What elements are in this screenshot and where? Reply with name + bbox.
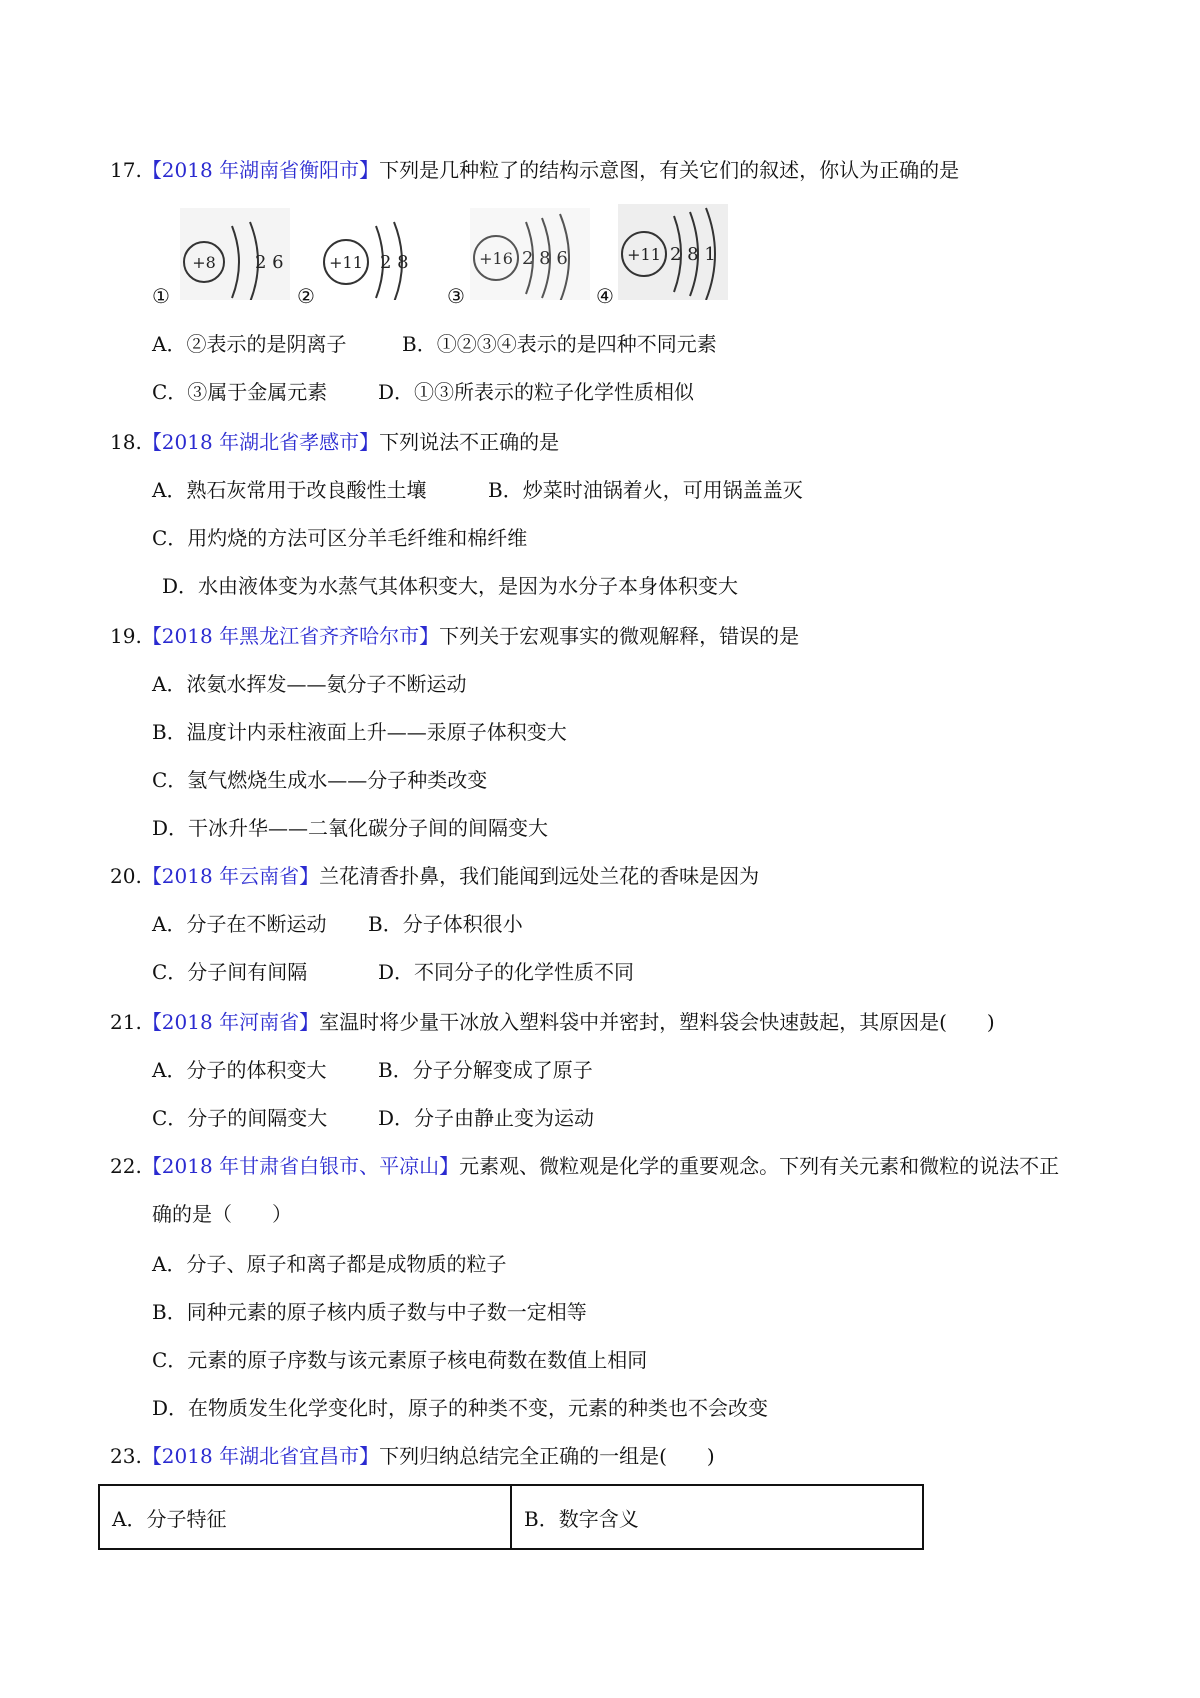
electron-shells: 2 8 1 (670, 244, 716, 265)
question-number: 18. (110, 430, 142, 454)
question-source: 【2018 年甘肃省白银市、平凉山】 (141, 1154, 460, 1178)
diagram-label-3: ③ (447, 284, 465, 308)
q19-option-a: A．浓氨水挥发——氨分子不断运动 (152, 672, 467, 696)
question-text: 下列是几种粒了的结构示意图，有关它们的叙述，你认为正确的是 (379, 158, 960, 182)
nucleus-charge: +11 (329, 253, 363, 272)
q17-option-a: A．②表示的是阴离子 (152, 332, 347, 356)
q21-option-a: A．分子的体积变大 (152, 1058, 327, 1082)
electron-shells: 2 8 6 (522, 248, 568, 269)
question-number: 20. (110, 864, 142, 888)
table-cell-b: B．数字含义 (511, 1485, 923, 1549)
q21-option-b: B．分子分解变成了原子 (378, 1058, 593, 1082)
diagram-label-4: ④ (596, 284, 614, 308)
question-23-stem (110, 1442, 715, 1470)
question-18-stem (110, 428, 559, 456)
q19-option-c: C．氢气燃烧生成水——分子种类改变 (152, 768, 488, 792)
question-number: 17. (110, 158, 142, 182)
question-source: 【2018 年云南省】 (141, 864, 320, 888)
electron-shells: 2 8 (380, 252, 409, 273)
question-text: 下列说法不正确的是 (379, 430, 560, 454)
q17-option-b: B．①②③④表示的是四种不同元素 (402, 332, 717, 356)
question-text: 下列关于宏观事实的微观解释，错误的是 (439, 624, 800, 648)
q19-option-b: B．温度计内汞柱液面上升——汞原子体积变大 (152, 720, 567, 744)
question-number: 21. (110, 1010, 142, 1034)
question-source: 【2018 年黑龙江省齐齐哈尔市】 (141, 624, 440, 648)
q22-option-d: D．在物质发生化学变化时，原子的种类不变，元素的种类也不会改变 (152, 1396, 769, 1420)
q22-option-c: C．元素的原子序数与该元素原子核电荷数在数值上相同 (152, 1348, 648, 1372)
atom-diagram-2 (320, 208, 430, 300)
question-source: 【2018 年河南省】 (141, 1010, 320, 1034)
nucleus-charge: +16 (479, 249, 513, 268)
question-21-stem (110, 1008, 995, 1036)
question-22-stem (110, 1152, 1059, 1180)
q18-option-c: C．用灼烧的方法可区分羊毛纤维和棉纤维 (152, 526, 528, 550)
question-source: 【2018 年湖北省孝感市】 (141, 430, 380, 454)
q17-option-d: D．①③所表示的粒子化学性质相似 (378, 380, 695, 404)
table-cell-a: A．分子特征 (99, 1485, 511, 1549)
electron-shells: 2 6 (255, 252, 284, 273)
question-source: 【2018 年湖南省衡阳市】 (141, 158, 380, 182)
q18-option-a: A．熟石灰常用于改良酸性土壤 (152, 478, 427, 502)
question-number: 23. (110, 1444, 142, 1468)
question-text: 下列归纳总结完全正确的一组是( ) (379, 1444, 715, 1468)
diagram-label-2: ② (297, 284, 315, 308)
question-number: 19. (110, 624, 142, 648)
q20-option-a: A．分子在不断运动 (152, 912, 327, 936)
question-text: 室温时将少量干冰放入塑料袋中并密封，塑料袋会快速鼓起，其原因是( ) (319, 1010, 995, 1034)
q17-option-c: C．③属于金属元素 (152, 380, 328, 404)
diagram-label-1: ① (152, 284, 170, 308)
nucleus-charge: +8 (192, 253, 216, 272)
q18-option-d: D．水由液体变为水蒸气其体积变大，是因为水分子本身体积变大 (162, 574, 739, 598)
question-source: 【2018 年湖北省宜昌市】 (141, 1444, 380, 1468)
question-text: 元素观、微粒观是化学的重要观念。下列有关元素和微粒的说法不正 (459, 1154, 1060, 1178)
q21-option-d: D．分子由静止变为运动 (378, 1106, 595, 1130)
q18-option-b: B．炒菜时油锅着火，可用锅盖盖灭 (488, 478, 803, 502)
question-text: 兰花清香扑鼻，我们能闻到远处兰花的香味是因为 (319, 864, 760, 888)
question-19-stem (110, 622, 799, 650)
q22-stem-continued: 确的是（ ） (152, 1202, 292, 1226)
table-row (99, 1485, 923, 1549)
atom-diagram-3 (470, 208, 590, 300)
q19-option-d: D．干冰升华——二氧化碳分子间的间隔变大 (152, 816, 549, 840)
question-20-stem (110, 862, 759, 890)
q22-option-a: A．分子、原子和离子都是成物质的粒子 (152, 1252, 507, 1276)
atom-diagram-1 (180, 208, 290, 300)
question-number: 22. (110, 1154, 142, 1178)
atom-diagram-4 (618, 204, 728, 300)
q23-answer-table (98, 1484, 924, 1550)
q21-option-c: C．分子的间隔变大 (152, 1106, 328, 1130)
q22-option-b: B．同种元素的原子核内质子数与中子数一定相等 (152, 1300, 587, 1324)
q20-option-d: D．不同分子的化学性质不同 (378, 960, 635, 984)
q20-option-b: B．分子体积很小 (368, 912, 523, 936)
question-17-stem (110, 156, 959, 184)
nucleus-charge: +11 (627, 245, 661, 264)
q20-option-c: C．分子间有间隔 (152, 960, 308, 984)
